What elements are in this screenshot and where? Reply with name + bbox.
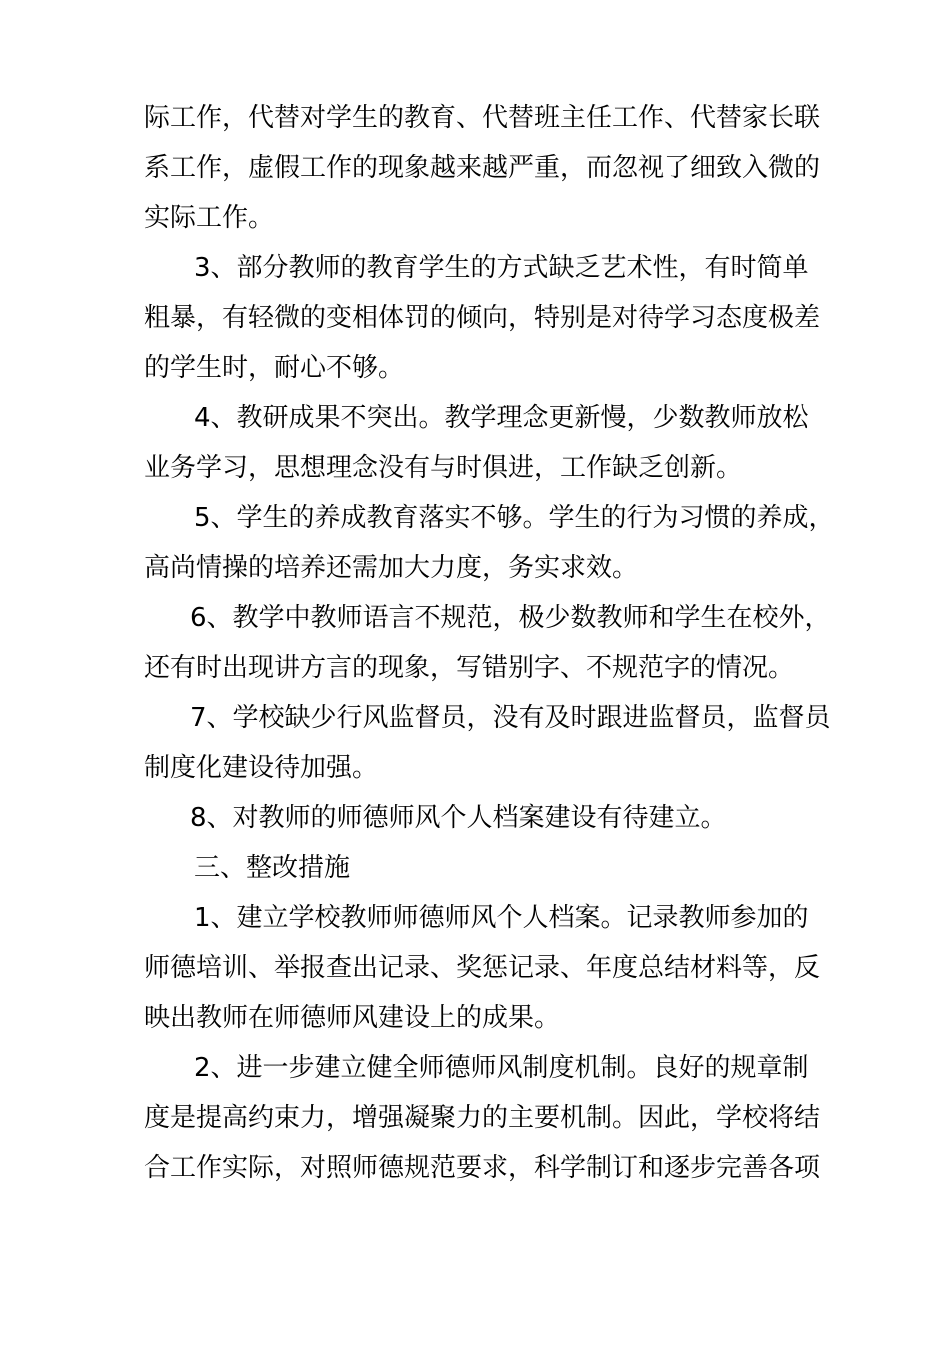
text-line-2: 系工作，虚假工作的现象越来越严重，而忽视了细致入微的: [144, 153, 821, 183]
text-line-13: 7、学校缺少行风监督员，没有及时跟进监督员，监督员: [190, 703, 831, 733]
text-line-20: 2、进一步建立健全师德师风制度机制。良好的规章制: [194, 1053, 809, 1083]
text-line-22: 合工作实际，对照师德规范要求，科学制订和逐步完善各项: [144, 1153, 821, 1183]
text-line-15: 8、对教师的师德师风个人档案建设有待建立。: [190, 803, 727, 833]
text-line-17: 1、建立学校教师师德师风个人档案。记录教师参加的: [194, 903, 809, 933]
section-heading: 三、整改措施: [194, 853, 351, 883]
text-line-4: 3、部分教师的教育学生的方式缺乏艺术性，有时简单: [194, 253, 809, 283]
text-line-14: 制度化建设待加强。: [144, 753, 379, 783]
text-line-19: 映出教师在师德师风建设上的成果。: [144, 1003, 561, 1033]
text-line-10: 高尚情操的培养还需加大力度，务实求效。: [144, 553, 639, 583]
text-line-9: 5、学生的养成教育落实不够。学生的行为习惯的养成，: [194, 503, 835, 533]
text-line-12: 还有时出现讲方言的现象，写错别字、不规范字的情况。: [144, 653, 795, 683]
text-line-7: 4、教研成果不突出。教学理念更新慢，少数教师放松: [194, 403, 809, 433]
text-line-1: 际工作，代替对学生的教育、代替班主任工作、代替家长联: [144, 103, 821, 133]
text-line-3: 实际工作。: [144, 203, 275, 233]
text-line-6: 的学生时，耐心不够。: [144, 353, 405, 383]
text-line-18: 师德培训、举报查出记录、奖惩记录、年度总结材料等，反: [144, 953, 821, 983]
text-line-21: 度是提高约束力，增强凝聚力的主要机制。因此，学校将结: [144, 1103, 821, 1133]
text-line-8: 业务学习，思想理念没有与时俱进，工作缺乏创新。: [144, 453, 743, 483]
text-line-5: 粗暴，有轻微的变相体罚的倾向，特别是对待学习态度极差: [144, 303, 821, 333]
text-line-11: 6、教学中教师语言不规范，极少数教师和学生在校外，: [190, 603, 831, 633]
